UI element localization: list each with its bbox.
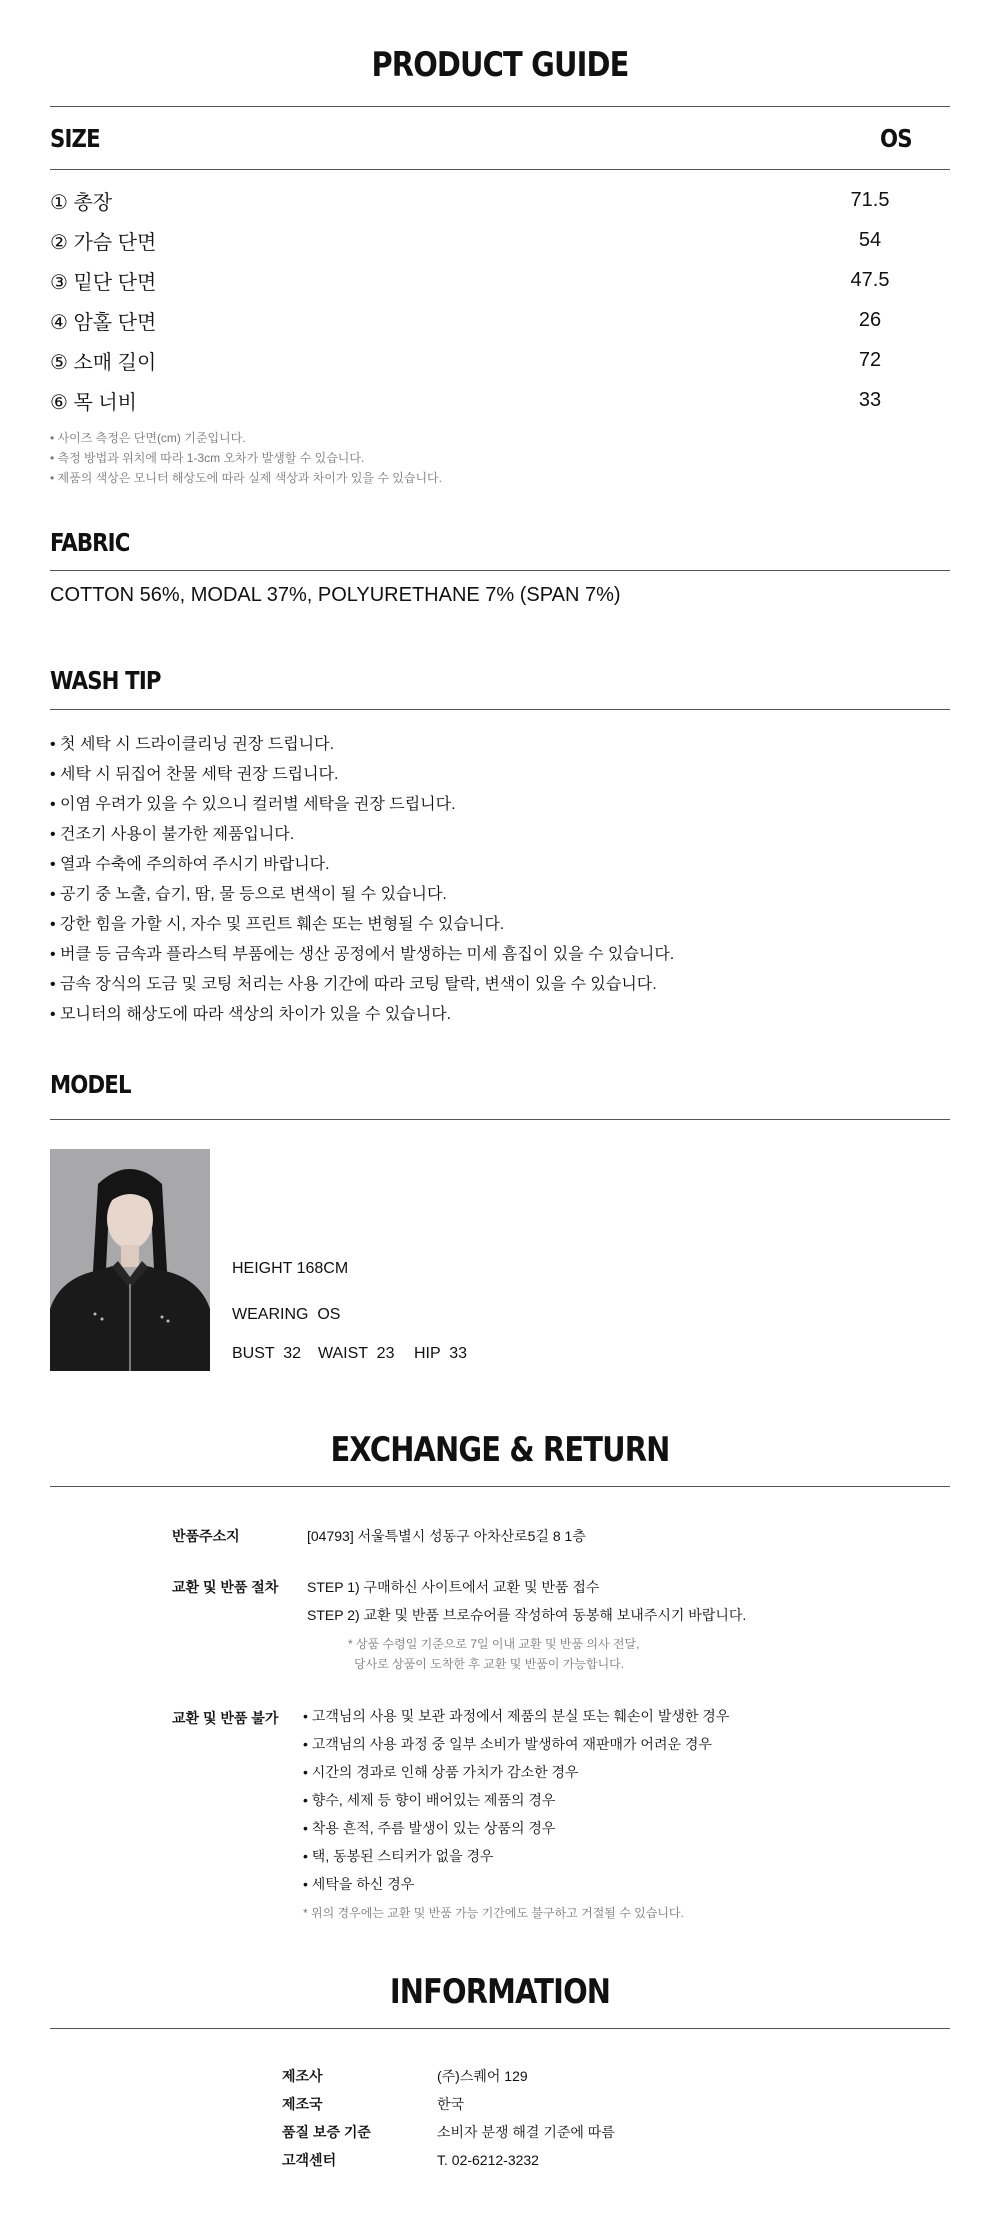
info-row [282, 2090, 782, 2118]
size-row-value: 26 [858, 308, 882, 331]
size-row-label: ⑥ 목 너비 [50, 391, 138, 414]
size-row [50, 220, 950, 260]
size-row [50, 180, 950, 220]
divider [50, 2028, 950, 2029]
size-notes [50, 428, 442, 488]
refuse-item: • 착용 흔적, 주름 발생이 있는 상품의 경우 [303, 1820, 556, 1836]
product-guide-title: PRODUCT GUIDE [371, 45, 629, 85]
exchange-step-note: 당사로 상품이 도착한 후 교환 및 반품이 가능합니다. [354, 1657, 625, 1671]
wash-tip-item: • 금속 장식의 도금 및 코팅 처리는 사용 기간에 따라 코팅 탈락, 변색이 있을 수 있습니다. [50, 970, 674, 1000]
divider [50, 570, 950, 571]
model-hip: HIP 33 [414, 1345, 468, 1362]
divider [50, 709, 950, 710]
size-row-value: 47.5 [850, 268, 890, 291]
model-bust: BUST 32 [232, 1345, 302, 1362]
info-key: 품질 보증 기준 [282, 2124, 371, 2140]
size-row [50, 260, 950, 300]
wash-tip-list [50, 730, 674, 1030]
model-title: MODEL [50, 1070, 131, 1099]
size-row-label: ③ 밑단 단면 [50, 271, 157, 294]
size-row [50, 340, 950, 380]
size-header-row [50, 124, 950, 160]
wash-tip-item: • 모니터의 해상도에 따라 색상의 차이가 있을 수 있습니다. [50, 1000, 674, 1030]
divider [50, 1119, 950, 1120]
wash-tip-item: • 공기 중 노출, 습기, 땀, 물 등으로 변색이 될 수 있습니다. [50, 880, 674, 910]
exchange-step-2: STEP 2) 교환 및 반품 브로슈어를 작성하여 동봉해 보내주시기 바랍니다. [307, 1607, 747, 1623]
info-key: 제조국 [282, 2096, 323, 2112]
size-row-value: 54 [858, 228, 882, 251]
wash-tip-item: • 세탁 시 뒤집어 찬물 세탁 권장 드립니다. [50, 760, 674, 790]
fabric-title: FABRIC [50, 528, 130, 557]
info-value: (주)스퀘어 129 [437, 2068, 528, 2084]
info-row [282, 2062, 782, 2090]
size-row-label: ④ 암홀 단면 [50, 311, 157, 334]
size-column-label: OS [880, 124, 912, 153]
size-header: SIZE [50, 124, 100, 153]
size-row-label: ② 가슴 단면 [50, 231, 157, 254]
size-row-value: 71.5 [850, 188, 890, 211]
wash-tip-item: • 강한 힘을 가할 시, 자수 및 프린트 훼손 또는 변형될 수 있습니다. [50, 910, 674, 940]
wash-tip-item: • 건조기 사용이 불가한 제품입니다. [50, 820, 674, 850]
exchange-refuse-list [303, 1702, 729, 1898]
size-row-label: ⑤ 소매 길이 [50, 351, 157, 374]
refuse-note: * 위의 경우에는 교환 및 반품 가능 기간에도 불구하고 거절될 수 있습니다. [303, 1906, 684, 1920]
exchange-step-1: STEP 1) 구매하신 사이트에서 교환 및 반품 접수 [307, 1579, 600, 1595]
model-height: HEIGHT 168CM [232, 1260, 349, 1277]
model-waist: WAIST 23 [318, 1345, 395, 1362]
info-value: 한국 [437, 2096, 465, 2112]
wash-tip-item: • 버클 등 금속과 플라스틱 부품에는 생산 공정에서 발생하는 미세 흠집이 있을 수 있습니다. [50, 940, 674, 970]
refuse-item: • 고객님의 사용 과정 중 일부 소비가 발생하여 재판매가 어려운 경우 [303, 1736, 712, 1752]
wash-tip-item: • 첫 세탁 시 드라이클리닝 권장 드립니다. [50, 730, 674, 760]
size-note: • 제품의 색상은 모니터 해상도에 따라 실제 색상과 차이가 있을 수 있습니다. [50, 471, 442, 485]
refuse-item: • 고객님의 사용 및 보관 과정에서 제품의 분실 또는 훼손이 발생한 경우 [303, 1708, 730, 1724]
size-row-value: 72 [858, 348, 882, 371]
exchange-process-label: 교환 및 반품 절차 [172, 1579, 279, 1595]
size-row [50, 380, 950, 420]
return-address: [04793] 서울특별시 성동구 아차산로5길 8 1층 [307, 1528, 586, 1544]
info-value: 소비자 분쟁 해결 기준에 따름 [437, 2124, 615, 2140]
wash-tip-item: • 이염 우려가 있을 수 있으니 컬러별 세탁을 권장 드립니다. [50, 790, 674, 820]
divider [50, 106, 950, 107]
exchange-step-note: * 상품 수령일 기준으로 7일 이내 교환 및 반품 의사 전달, [348, 1637, 640, 1651]
refuse-item: • 시간의 경과로 인해 상품 가치가 감소한 경우 [303, 1764, 579, 1780]
size-row [50, 300, 950, 340]
exchange-refuse-label: 교환 및 반품 불가 [172, 1710, 279, 1726]
info-key: 고객센터 [282, 2152, 337, 2168]
model-wearing: WEARING OS [232, 1306, 341, 1323]
info-key: 제조사 [282, 2068, 323, 2084]
size-note: • 측정 방법과 위치에 따라 1-3cm 오차가 발생할 수 있습니다. [50, 451, 365, 465]
size-row-label: ① 총장 [50, 191, 113, 214]
size-row-value: 33 [858, 388, 882, 411]
wash-tip-title: WASH TIP [50, 666, 161, 695]
wash-tip-item: • 열과 수축에 주의하여 주시기 바랍니다. [50, 850, 674, 880]
divider [50, 1486, 950, 1487]
exchange-title: EXCHANGE & RETURN [330, 1430, 670, 1470]
refuse-item: • 향수, 세제 등 향이 배어있는 제품의 경우 [303, 1792, 556, 1808]
info-row [282, 2146, 782, 2174]
return-address-label: 반품주소지 [172, 1528, 240, 1544]
refuse-item: • 세탁을 하신 경우 [303, 1876, 415, 1892]
model-photo-image [50, 1149, 210, 1371]
fabric-composition: COTTON 56%, MODAL 37%, POLYURETHANE 7% (SPAN 7%) [50, 584, 621, 606]
info-value: T. 02-6212-3232 [437, 2152, 539, 2168]
size-note: • 사이즈 측정은 단면(cm) 기준입니다. [50, 431, 246, 445]
information-title: INFORMATION [389, 1972, 611, 2012]
refuse-item: • 택, 동봉된 스티커가 없을 경우 [303, 1848, 494, 1864]
info-row [282, 2118, 782, 2146]
model-photo [50, 1149, 210, 1371]
divider [50, 169, 950, 170]
